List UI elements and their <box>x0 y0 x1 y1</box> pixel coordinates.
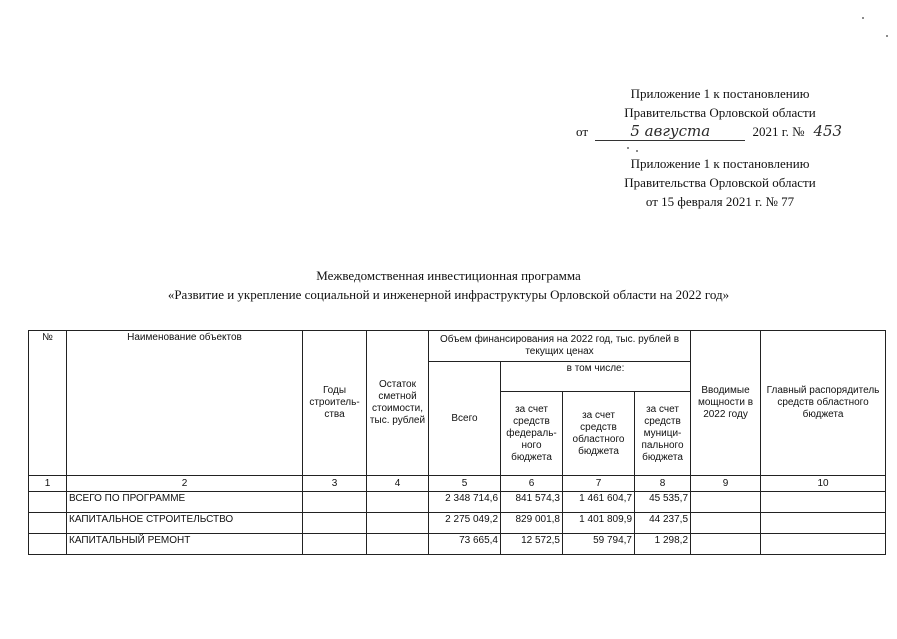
appendix-new-date-line <box>560 122 880 141</box>
row-regional: 1 461 604,7 <box>563 492 635 513</box>
column-number: 6 <box>501 476 563 492</box>
table-row <box>29 513 886 534</box>
header-remainder: Остаток сметной стоимости, тыс. рублей <box>367 331 429 476</box>
header-regional: за счет средств областного бюджета <box>563 392 635 476</box>
row-total: 2 348 714,6 <box>429 492 501 513</box>
appendix-new-line2: Правительства Орловской области <box>624 105 816 120</box>
header-manager: Главный распорядитель средств областного бюджета <box>761 331 886 476</box>
column-number: 1 <box>29 476 67 492</box>
table-row <box>29 492 886 513</box>
row-federal: 829 001,8 <box>501 513 563 534</box>
row-name: КАПИТАЛЬНЫЙ РЕМОНТ <box>67 534 303 555</box>
title-line2: «Развитие и укрепление социальной и инженерной инфраструктуры Орловской области на 2022 год» <box>167 287 730 302</box>
column-number: 4 <box>367 476 429 492</box>
row-total: 2 275 049,2 <box>429 513 501 534</box>
header-including: в том числе: <box>501 362 691 392</box>
table-row <box>29 534 886 555</box>
header-no: № <box>29 331 67 476</box>
header-years: Годы строитель-ства <box>303 331 367 476</box>
row-municipal: 45 535,7 <box>635 492 691 513</box>
header-capacity: Вводимые мощности в 2022 году <box>691 331 761 476</box>
row-name: КАПИТАЛЬНОЕ СТРОИТЕЛЬСТВО <box>67 513 303 534</box>
appendix-new <box>560 84 880 141</box>
column-number: 10 <box>761 476 886 492</box>
year-label: 2021 г. № <box>752 124 805 139</box>
row-federal: 841 574,3 <box>501 492 563 513</box>
appendix-old-line2: Правительства Орловской области <box>624 175 816 190</box>
appendix-old-line1: Приложение 1 к постановлению <box>630 156 810 171</box>
header-name: Наименование объектов <box>67 331 303 476</box>
handwritten-number: 453 <box>813 122 843 140</box>
scan-speck <box>886 35 888 37</box>
column-number: 5 <box>429 476 501 492</box>
scan-speck <box>627 147 629 149</box>
program-table <box>28 330 886 555</box>
column-number: 7 <box>563 476 635 492</box>
column-number-row <box>29 476 886 492</box>
row-name: ВСЕГО ПО ПРОГРАММЕ <box>67 492 303 513</box>
row-municipal: 44 237,5 <box>635 513 691 534</box>
row-regional: 59 794,7 <box>563 534 635 555</box>
scan-speck <box>636 150 638 152</box>
header-funding: Объем финансирования на 2022 год, тыс. рублей в текущих ценах <box>429 331 691 362</box>
row-total: 73 665,4 <box>429 534 501 555</box>
column-number: 3 <box>303 476 367 492</box>
column-number: 9 <box>691 476 761 492</box>
column-number: 2 <box>67 476 303 492</box>
handwritten-date: 5 августа <box>595 123 745 141</box>
scan-speck <box>862 17 864 19</box>
header-total: Всего <box>429 362 501 476</box>
header-federal: за счет средств федераль-ного бюджета <box>501 392 563 476</box>
column-number: 8 <box>635 476 691 492</box>
row-regional: 1 401 809,9 <box>563 513 635 534</box>
from-label: от <box>576 124 589 139</box>
appendix-old <box>560 154 880 211</box>
appendix-old-line3: от 15 февраля 2021 г. № 77 <box>645 194 795 209</box>
title-line1: Межведомственная инвестиционная программа <box>316 268 581 283</box>
appendix-new-line1: Приложение 1 к постановлению <box>630 86 810 101</box>
row-federal: 12 572,5 <box>501 534 563 555</box>
row-municipal: 1 298,2 <box>635 534 691 555</box>
document-title <box>0 266 897 304</box>
header-municipal: за счет средств муници-пального бюджета <box>635 392 691 476</box>
